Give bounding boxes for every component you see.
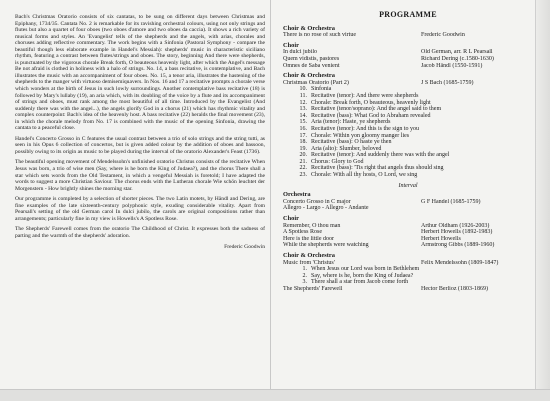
composer: J S Bach (1685-1759) [421,79,474,86]
section-christus [283,253,533,293]
movement-number: 18. [299,139,307,146]
movement-number: 14. [299,112,307,119]
piece-title: In dulci jubilo [283,49,317,56]
movement-item [293,139,533,146]
movement-item [293,93,533,100]
programme-notes [15,14,265,254]
movement-item [293,126,533,133]
notes-paragraph-handel: Handel's Concerto Grosso in C features the usual contrast between a trio of solo strings and the string tutti, as seen in his Opus 6 collection of concertos, but is given added colour by the addition of oboes and bassoon, possibly owing to its origin as music to be played during the interval of the oratorio Alexander's Feast (1736). [15,135,265,155]
movement-title: When Jesus our Lord was born in Bethlehem [311,266,420,273]
movement-number: 20. [299,152,307,159]
movement-number: 21. [299,158,307,165]
piece-title: Christmas Oratorio (Part 2) [283,79,349,86]
notes-signature: Frederic Goodwin [224,243,265,250]
notes-paragraph-mendelssohn: The beautiful opening movement of Mendelssohn's unfinished oratorio Christus consists of the recitative When Jesus was born, a trio of wise men (Say, where is he born the King of Judaea?), and the chorus There shall a star which sets words from the Old Testament, in which a vengeful Messiah is foretold; I have adapted the words to suggest a more Christian Saviour. The chorus ends with the Lutheran chorale Wie schön leuchtet der Morgenstern - How brightly shines the morning star. [15,159,265,192]
movement-number: 23. [299,172,307,179]
piece-title: Music from 'Christus' [283,259,335,266]
movement-list [283,266,533,286]
next-page-edge [535,0,550,400]
section-choir-orchestra-opening [283,26,533,39]
piece-title: Quem vidistis, pastores [283,55,340,62]
movement-title: Recitative (bass): O haste ye then [311,139,392,146]
movement-title: Chorus: Glory to God [311,158,364,165]
programme-row [283,63,533,70]
composer: Armstrong Gibbs (1889-1960) [421,242,495,249]
movement-title: Chorale: With all thy hosts, O Lord, we sing [311,172,418,179]
movement-title: Recitative (tenor/soprano): And the angel said to them [311,106,442,113]
movement-number: 10. [299,86,307,93]
movement-title: Recitative (tenor): And this is the sign to you [311,125,419,132]
piece-title: There is no rose of such virtue [283,32,356,39]
composer: Felix Mendelssohn (1809-1847) [421,259,499,266]
section-title: Choir & Orchestra [283,24,335,32]
programme-row [283,229,533,236]
movement-number: 15. [299,119,307,126]
movement-title: Chorale: Break forth, O beauteous, heavenly light [311,99,431,106]
programme-row [283,236,533,243]
movement-item [293,266,533,273]
section-choir-motets [283,43,533,69]
notes-paragraph-berlioz: The Shepherds' Farewell comes from the oratorio The Childhood of Christ. It expresses both the sadness of parting and the warmth of the shepherds' adoration. [15,226,265,239]
movement-title: Chorale: Within yon gloomy manger lies [311,132,410,139]
movement-tempos: Allegro - Largo - Allegro - Andante [283,205,369,212]
programme-row [283,199,533,206]
movement-item [293,152,533,159]
page-fold [270,0,271,400]
movement-item [293,165,533,172]
programme-row [283,242,533,249]
composer: Richard Dering (c.1580-1630) [421,55,494,62]
programme-listing [283,12,533,297]
programme-title: PROGRAMME [379,10,437,19]
movement-title: Aria (alto): Slumber, beloved [311,145,382,152]
piece-title: The Shepherds' Farewell [283,285,343,292]
movement-number: 11. [299,92,307,99]
programme-row [283,223,533,230]
page-bottom-edge [0,389,550,401]
section-choir-carols [283,216,533,249]
section-title: Orchestra [283,191,311,199]
composer: Herbert Howells [421,235,461,242]
movement-item [293,172,533,179]
composer: Arthur Oldham (1926-2003) [421,222,490,229]
movement-title: Say, where is he, born the King of Judaea? [311,272,414,279]
movement-item [293,106,533,113]
programme-row [283,260,533,267]
movement-title: Aria (tenor): Haste, ye shepherds [311,119,391,126]
movement-title: There shall a star from Jacob come forth [311,279,409,286]
movement-title: Recitative (bass): What God to Abraham revealed [311,112,431,119]
section-title: Choir [283,41,299,49]
movement-item [293,86,533,93]
movement-title: Recitative (bass): 'Tis right that angels thus should sing [311,165,444,172]
movement-number: 3. [302,279,307,286]
movement-title: Sinfonia [311,86,332,93]
movement-number: 1. [302,266,307,273]
piece-title: While the shepherds were watching [283,242,369,249]
composer: Old German, arr. R L Pearsall [421,49,493,56]
piece-title: Omnes de Saba venient [283,62,340,69]
programme-row [283,32,533,39]
programme-row [283,56,533,63]
movement-number: 2. [302,272,307,279]
piece-title: Remember, O thou man [283,222,341,229]
movement-number: 17. [299,132,307,139]
section-christmas-oratorio [283,73,533,179]
movement-number: 13. [299,106,307,113]
composer: Jacob Händl (1550-1591) [421,62,483,69]
composer: Hector Berlioz (1803-1869) [421,285,488,292]
section-title: Choir [283,215,299,223]
interval-label: Interval [398,182,418,189]
piece-title: Concerto Grosso in C major [283,198,351,205]
movement-title: Recitative (tenor): And suddenly there was with the angel [311,152,450,159]
section-title: Choir & Orchestra [283,252,335,259]
movement-number: 12. [299,99,307,106]
programme-row [283,49,533,56]
movement-title: Recitative (tenor): And there were shepherds [311,92,419,99]
movement-item [293,119,533,126]
section-title: Choir & Orchestra [283,72,335,80]
composer: Herbert Howells (1892-1983) [421,229,493,236]
movement-number: 22. [299,165,307,172]
composer: Frederic Goodwin [421,32,465,39]
piece-title: A Spotless Rose [283,229,323,236]
piece-title: Here is the little door [283,235,334,242]
section-orchestra-concerto [283,192,533,212]
notes-paragraph-shorter-pieces: Our programme is completed by a selection of shorter pieces. The two Latin motets, by Händl and Dering, are fine examples of the late sixteenth-century polyphonic style, exuding considerable vitality. Apart from Pearsall's setting of the old German carol In dulci jubilo, the carols are original compositions rather than arrangements; particularly fine in my view is Howells's A Spotless Rose. [15,196,265,222]
movement-item [293,279,533,286]
composer: G F Handel (1685-1759) [421,198,481,205]
movement-list [283,86,533,178]
programme-row [283,286,533,293]
notes-paragraph-bach: Bach's Christmas Oratorio consists of six cantatas, to be sung on different days between Christmas and Epiphany, 1734/35. Cantata No. 2 is remarkable for its ravishing orchestral colours, using not only strings and flutes but also a quartet of four oboes (two oboes d'amore and two oboes da caccia). It shows a rich variety of musical forms and styles. An 'Evangelist' tells of the shepherds and the angels, with arias, chorales and choruses adding reflective commentary. The work begins with a Sinfonia (Pastoral Symphony - compare the beautiful though less elaborate example in Handel's Messiah): shepherds' music in characteristic siciliano rhythm, featuring a contrast between flutes/strings and oboes. The story, beginning And there were shepherds, is punctuated by the vigorous chorale Break forth, O beauteous heavenly light, after which the Angel's message Be not afraid is clothed in holiness with a halo of strings. No. 14, a bass recitative, is contemplative, and Bach illustrates the music with an accompaniment of four oboes. No. 15, a tenor aria, illustrates the hastening of the shepherds to the manger with virtuoso demisemiquavers. In Nos. 16 and 17 a recitative prompts a chorale verse which wonders at the birth of Jesus in such lowly surroundings. Another contemplative bass recitative (18) is followed by Mary's lullaby (19), an aria which, with its doubling of the voice by a flute and its accompaniment of strings and oboes, must rank among the most beautiful of all time. Introduced by the Evangelist (And suddenly there was with the angel...), the angels glorify God in a chorus (21) which has rhythmic vitality and complex counterpoint: Bach's idea of the heavenly host. A bass recitative (22) heralds the final movement (23), in which the chorale melody from No. 17 is combined with the music of the opening Sinfonia, drawing the cantata to a peaceful close. [15,14,265,132]
movement-number: 19. [299,145,307,152]
movement-number: 16. [299,125,307,132]
